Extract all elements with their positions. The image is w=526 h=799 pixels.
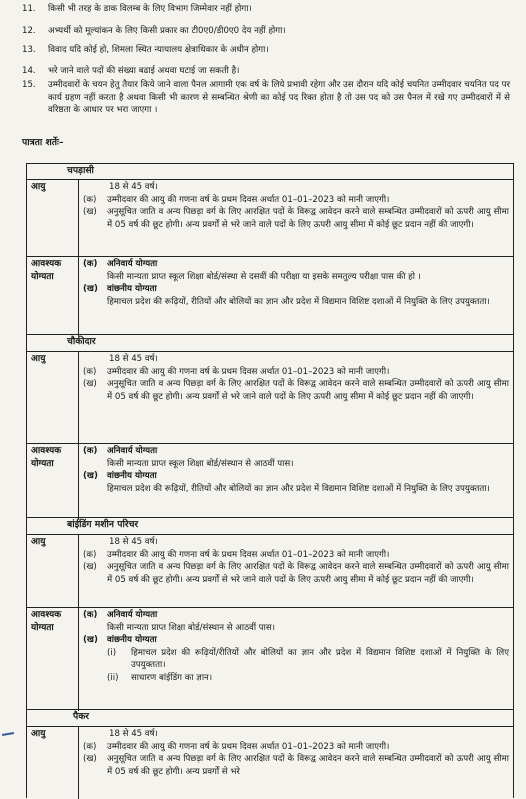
qualification-cell: [79, 257, 513, 336]
qualification-cell: [79, 444, 513, 519]
age-range: 18 से 45 वर्ष।: [109, 354, 158, 364]
age-clause-b: (ख) अनुसूचित जाति व अन्य पिछड़ा वर्ग के लिए आरक्षित पदों के विरूद्व आवेदन करने वाले सम्बन्धित उम्मीदवारों को ऊपरी आयु सीमा में 05 वर्ष की छूट होगी। अन्य प्रवर्गों से भरे जाने वाले पदों के लिए ऊपरी आयु सीमा में कोई छूट प्रदान नहीं की जाएगी।: [83, 207, 509, 230]
age-cell: [79, 727, 513, 799]
age-row: [27, 727, 513, 799]
eligibility-title: पात्रता शर्तेः–: [22, 137, 64, 148]
desirable-heading: (ख) वांछनीय योग्यता: [83, 471, 157, 482]
desirable-text: हिमाचल प्रदेश की रूढ़ियों, रीतियों और बोलियों का ज्ञान और प्रदेश में विद्यमान विशिष्ट दशाओं में नियुक्ति के लिए उपयुक्तता।: [107, 483, 490, 494]
age-label: आयु: [27, 180, 79, 256]
age-row: [27, 535, 513, 607]
post-title-peon: चपड़ासी: [26, 163, 514, 179]
pen-mark: [2, 732, 14, 736]
essential-text: किसी मान्यता प्राप्त स्कूल शिक्षा बोर्ड/संस्थान से आठवीं पास।: [107, 458, 294, 469]
rule-text: विवाद यदि कोई हो, शिमला स्थित न्यायालय क्षेत्राधिकार के अधीन होगा।: [48, 45, 269, 55]
rule-number: 15.: [22, 80, 36, 90]
age-cell: [79, 352, 513, 443]
rule-number: 14.: [22, 66, 36, 76]
rule-15: [22, 79, 510, 131]
rule-number: 12.: [22, 26, 36, 36]
desirable-item-2: (ii) साधारण बांईडिंग का ज्ञान।: [107, 672, 213, 683]
rule-11: [22, 3, 510, 16]
watchman-table: [26, 351, 514, 518]
qualification-cell: [79, 608, 513, 711]
age-label: आयु: [27, 535, 79, 607]
rule-text: उम्मीदवारों के चयन हेतु तैयार किये जाने वाला पैनल आगामी एक वर्ष के लिये प्रभावी रहेगा और उस दौरान यदि कोई चयनित उम्मीदवार चयनित पद पर कार्य ग्रहण नहीं करता है अथवा किसी भी कारण से सम्बन्धित श्रेणी का कोई पद रिक्त होता है तो उस पद को उस पैनल में रखे गए उम्मीदवारों में से वरिष्ठता के आधार पर भरा जाएगा ।: [48, 80, 510, 116]
age-cell: [79, 535, 513, 607]
rule-12: [22, 25, 510, 38]
rule-number: 11.: [22, 4, 36, 14]
age-clause-a: (क) उम्मीदवार की आयु की गणना वर्ष के प्रथम दिवस अर्थात 01–01–2023 को मानी जाएगी।: [83, 549, 390, 560]
essential-text: किसी मान्यता प्राप्त शिक्षा बोर्ड/संस्थान से आठवीं पास।: [107, 622, 275, 633]
peon-table: [26, 179, 514, 335]
age-clause-b: (ख) अनुसूचित जाति व अन्य पिछड़ा वर्ग के लिए आरक्षित पदों के विरूद्व आवेदन करने वाले सम्बन्धित उम्मीदवारों को ऊपरी आयु सीमा में 05 वर्ष की छूट होगी। अन्य प्रवर्गों से भरे जाने वाले पदों के लिए ऊपरी आयु सीमा में कोई छूट प्रदान नहीं की जाएगी।: [83, 562, 509, 585]
qualification-label: आवश्यक योग्यता: [27, 444, 79, 519]
desirable-heading: (ख) वांछनीय योग्यता: [83, 284, 157, 295]
essential-heading: (क) अनिवार्य योग्यता: [83, 610, 158, 620]
essential-text: किसी मान्यता प्राप्त स्कूल शिक्षा बोर्ड/संस्था से दसवीं की परीक्षा या इसके समतुल्य परीक्षा पास की हो ।: [107, 271, 421, 282]
qualification-label: आवश्यक योग्यता: [27, 257, 79, 336]
age-label: आयु: [27, 352, 79, 443]
binding-attendant-table: [26, 534, 514, 710]
age-range: 18 से 45 वर्ष।: [109, 537, 158, 547]
age-clause-a: (क) उम्मीदवार की आयु की गणना वर्ष के प्रथम दिवस अर्थात 01–01–2023 को मानी जाएगी।: [83, 194, 390, 205]
rule-14: [22, 65, 510, 78]
rule-text: भरे जाने वाले पदों की संख्या बढाई अथवा घटाई जा सकती है।: [48, 66, 240, 76]
age-clause-a: (क) उम्मीदवार की आयु की गणना वर्ष के प्रथम दिवस अर्थात 01–01–2023 को मानी जाएगी।: [83, 741, 390, 752]
qualification-row: [27, 256, 513, 336]
post-title-binding-attendant: बांईडिंग मशीन परिचर: [26, 518, 514, 534]
packer-table: [26, 726, 514, 798]
age-row: [27, 180, 513, 256]
rule-text: किसी भी तरह के डाक विलम्ब के लिए विभाग जिम्मेवार नहीं होगा।: [48, 4, 252, 14]
age-clause-b: (ख) अनुसूचित जाति व अन्य पिछड़ा वर्ग के लिए आरक्षित पदों के विरूद्व आवेदन करने वाले सम्बन्धित उम्मीदवारों को ऊपरी आयु सीमा में 05 वर्ष की छूट होगी। अन्य प्रवर्गों से भरे जाने वाले पदों के लिए ऊपरी आयु सीमा में कोई छूट प्रदान नहीं की जाएगी।: [83, 379, 509, 402]
age-range: 18 से 45 वर्ष।: [109, 729, 158, 739]
qualification-row: [27, 443, 513, 519]
post-title-watchman: चौकीदार: [26, 335, 514, 351]
rule-text: अभ्यर्थी को मूल्यांकन के लिए किसी प्रकार का टी0ए0/डी0ए0 देय नहीं होगा।: [48, 26, 286, 36]
desirable-heading: (ख) वांछनीय योग्यता: [83, 635, 157, 646]
rule-13: [22, 44, 510, 57]
post-title-packer: पैकर: [26, 710, 514, 726]
desirable-item-1: (i) हिमाचल प्रदेश की रूढ़ियों/रीतियों और बोलियों का ज्ञान और प्रदेश में विद्यमान विशिष्ट दशाओं में नियुक्ति के लिए उपयुक्तता।: [107, 647, 509, 671]
essential-heading: (क) अनिवार्य योग्यता: [83, 259, 158, 269]
age-range: 18 से 45 वर्ष।: [109, 182, 158, 192]
age-label: आयु: [27, 727, 79, 799]
age-clause-a: (क) उम्मीदवार की आयु की गणना वर्ष के प्रथम दिवस अर्थात 01–01–2023 को मानी जाएगी।: [83, 366, 390, 377]
rule-number: 13.: [22, 45, 36, 55]
age-clause-b: (ख) अनुसूचित जाति व अन्य पिछड़ा वर्ग के लिए आरक्षित पदों के विरूद्व आवेदन करने वाले सम्बन्धित उम्मीदवारों को ऊपरी आयु सीमा में 05 वर्ष की छूट होगी। अन्य प्रवर्गों से भरे: [83, 754, 509, 777]
age-cell: [79, 180, 513, 256]
desirable-text: हिमाचल प्रदेश की रूढ़ियों, रीतियों और बोलियों का ज्ञान और प्रदेश में विद्यमान विशिष्ट दशाओं में नियुक्ति के लिए उपयुक्तता।: [107, 296, 490, 307]
age-row: [27, 352, 513, 443]
qualification-label: आवश्यक योग्यता: [27, 608, 79, 711]
qualification-row: [27, 607, 513, 711]
essential-heading: (क) अनिवार्य योग्यता: [83, 446, 158, 456]
